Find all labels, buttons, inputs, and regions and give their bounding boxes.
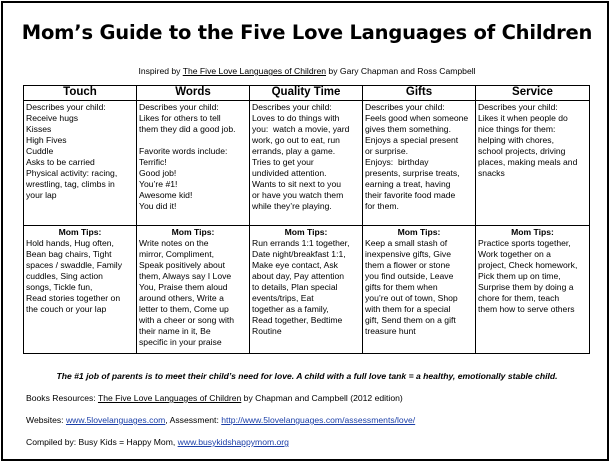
- text-line: Terrific!: [139, 157, 167, 167]
- text-line: Make eye contact, Ask: [252, 260, 338, 270]
- page-title: Mom’s Guide to the Five Love Languages of Children: [21, 21, 593, 44]
- text-line: gift, Send them on a gift: [365, 315, 456, 325]
- text-line: Run errands 1:1 together,: [252, 238, 350, 248]
- text-line: or have you watch them: [252, 190, 344, 200]
- books-resources-line: [26, 393, 403, 403]
- text-line: songs, Tickle fun,: [26, 282, 93, 292]
- text-line: you’re out of town, Shop: [365, 293, 458, 303]
- text-line: Surprise them by doing a: [478, 282, 574, 292]
- tips-cell-service: [476, 226, 590, 354]
- tips-cell-gifts: [363, 226, 476, 354]
- tips-cell-touch: [24, 226, 137, 354]
- text-line: helping with chores,: [478, 135, 554, 145]
- love-languages-table: [23, 85, 590, 354]
- tips-list: [478, 238, 587, 315]
- text-line: Likes it when people do: [478, 113, 568, 123]
- text-line: to details, Plan special: [252, 282, 338, 292]
- tips-heading: Mom Tips:: [284, 227, 328, 237]
- describe-cell-words: [137, 101, 250, 226]
- books-suffix: by Chapman and Campbell (2012 edition): [241, 393, 403, 403]
- text-line: presents, surprise treats,: [365, 168, 460, 178]
- text-line: Likes for others to tell: [139, 113, 221, 123]
- text-line: them how to serve others: [478, 304, 575, 314]
- text-line: Good job!: [139, 168, 177, 178]
- tips-list: [252, 238, 360, 337]
- text-line: their favorite food made: [365, 190, 456, 200]
- tips-heading: Mom Tips:: [511, 227, 554, 237]
- text-line: Favorite words include:: [139, 146, 228, 156]
- text-line: Physical activity: racing,: [26, 168, 118, 178]
- text-line: Write notes on the: [139, 238, 209, 248]
- books-title: The Five Love Languages of Children: [97, 393, 242, 403]
- describe-cell-quality-time: [250, 101, 363, 226]
- assessment-link[interactable]: http://www.5lovelanguages.com/assessments/love/: [221, 415, 416, 425]
- text-line: spaces / swaddle, Family: [26, 260, 122, 270]
- text-line: you find outside, Leave: [365, 271, 454, 281]
- text-line: specific in your praise: [139, 337, 222, 347]
- books-prefix: Books Resources:: [26, 393, 98, 403]
- text-line: them they did a good job.: [139, 124, 236, 134]
- text-line: cuddles, Sing action: [26, 271, 103, 281]
- text-line: Asks to be carried: [26, 157, 95, 167]
- text-line: your lap: [26, 190, 57, 200]
- text-line: around others, Write a: [139, 293, 224, 303]
- website-link[interactable]: www.5lovelanguages.com: [65, 415, 166, 425]
- text-line: them, Always say I Love: [139, 271, 232, 281]
- assessment-label: , Assessment:: [165, 415, 222, 425]
- text-line: Speak positively about: [139, 260, 225, 270]
- text-line: Tries to get your: [252, 157, 314, 167]
- text-line: mirror, Compliment,: [139, 249, 214, 259]
- text-line: places, making meals and: [478, 157, 578, 167]
- compiled-by-line: [26, 437, 289, 447]
- tips-list: [365, 238, 473, 337]
- text-line: about day, Pay attention: [252, 271, 345, 281]
- text-line: school projects, driving: [478, 146, 566, 156]
- inspired-book-title: The Five Love Languages of Children: [182, 66, 327, 76]
- describe-cell-touch: [24, 101, 137, 226]
- text-line: inexpensive gifts, Give: [365, 249, 451, 259]
- text-line: Describes your child:: [139, 102, 219, 112]
- text-line: Receive hugs: [26, 113, 79, 123]
- text-line: Describes your child:: [478, 102, 558, 112]
- text-line: snacks: [478, 168, 505, 178]
- text-line: Feels good when someone: [365, 113, 469, 123]
- tips-heading: Mom Tips:: [397, 227, 441, 237]
- text-line: them a flower or stone: [365, 260, 451, 270]
- text-line: Work together on a: [478, 249, 551, 259]
- text-line: Describes your child:: [365, 102, 445, 112]
- text-line: Hold hands, Hug often,: [26, 238, 114, 248]
- text-line: Awesome kid!: [139, 190, 193, 200]
- inspired-by-line: [0, 66, 614, 76]
- text-line: errands, play a game.: [252, 146, 336, 156]
- text-line: Read stories together on: [26, 293, 121, 303]
- tips-cell-quality-time: [250, 226, 363, 354]
- text-line: Kisses: [26, 124, 52, 134]
- text-line: Keep a small stash of: [365, 238, 448, 248]
- text-line: earning a treat, having: [365, 179, 451, 189]
- text-line: [139, 135, 247, 146]
- text-line: You’re #1!: [139, 179, 178, 189]
- text-line: You did it!: [139, 201, 177, 211]
- describe-cell-service: [476, 101, 590, 226]
- tips-cell-words: [137, 226, 250, 354]
- text-line: Describes your child:: [26, 102, 106, 112]
- text-line: gives them something.: [365, 124, 451, 134]
- text-line: work, go out to eat, run: [252, 135, 340, 145]
- text-line: project, Check homework,: [478, 260, 578, 270]
- tips-list: [26, 238, 134, 315]
- header-gifts: Gifts: [363, 86, 476, 101]
- text-line: wrestling, tag, climbs in: [26, 179, 115, 189]
- text-line: Read together, Bedtime: [252, 315, 343, 325]
- text-line: Enjoys: birthday: [365, 157, 429, 167]
- compiled-prefix: Compiled by: Busy Kids = Happy Mom,: [26, 437, 178, 447]
- text-line: or surprise.: [365, 146, 408, 156]
- text-line: Wants to sit next to you: [252, 179, 342, 189]
- text-line: Loves to do things with: [252, 113, 340, 123]
- text-line: Date night/breakfast 1:1,: [252, 249, 346, 259]
- text-line: Pick them up on time,: [478, 271, 561, 281]
- text-line: for them.: [365, 201, 399, 211]
- text-line: chore for them, teach: [478, 293, 560, 303]
- text-line: with a cheer or song with: [139, 315, 235, 325]
- websites-line: [26, 415, 415, 425]
- text-line: Bean bag chairs, Tight: [26, 249, 112, 259]
- tips-heading: Mom Tips:: [171, 227, 215, 237]
- text-line: You, Praise them aloud: [139, 282, 228, 292]
- text-line: letter to them, Come up: [139, 304, 229, 314]
- text-line: with them for a special: [365, 304, 451, 314]
- text-line: together as a family,: [252, 304, 329, 314]
- header-touch: Touch: [24, 86, 137, 101]
- text-line: nice things for them:: [478, 124, 556, 134]
- bottom-note: The #1 job of parents is to meet their child’s need for love. A child with a full love tank = a healthy, emotionally stable child.: [56, 371, 558, 381]
- text-line: Practice sports together,: [478, 238, 571, 248]
- text-line: Describes your child:: [252, 102, 332, 112]
- inspired-suffix: by Gary Chapman and Ross Campbell: [326, 66, 476, 76]
- text-line: Enjoys a special present: [365, 135, 459, 145]
- text-line: Cuddle: [26, 146, 54, 156]
- text-line: events/trips, Eat: [252, 293, 314, 303]
- header-service: Service: [476, 86, 590, 101]
- text-line: Routine: [252, 326, 282, 336]
- text-line: gifts for them when: [365, 282, 438, 292]
- text-line: High Fives: [26, 135, 67, 145]
- text-line: their name in it, Be: [139, 326, 211, 336]
- tips-heading: Mom Tips:: [58, 227, 102, 237]
- text-line: treasure hunt: [365, 326, 416, 336]
- tips-list: [139, 238, 247, 348]
- header-quality-time: Quality Time: [250, 86, 363, 101]
- text-line: undivided attention.: [252, 168, 327, 178]
- inspired-prefix: Inspired by: [138, 66, 183, 76]
- header-words: Words: [137, 86, 250, 101]
- describe-cell-gifts: [363, 101, 476, 226]
- compiled-link[interactable]: www.busykidshappymom.org: [177, 437, 289, 447]
- websites-label: Websites:: [26, 415, 66, 425]
- text-line: you: watch a movie, yard: [252, 124, 350, 134]
- text-line: while they’re playing.: [252, 201, 332, 211]
- text-line: the couch or your lap: [26, 304, 107, 314]
